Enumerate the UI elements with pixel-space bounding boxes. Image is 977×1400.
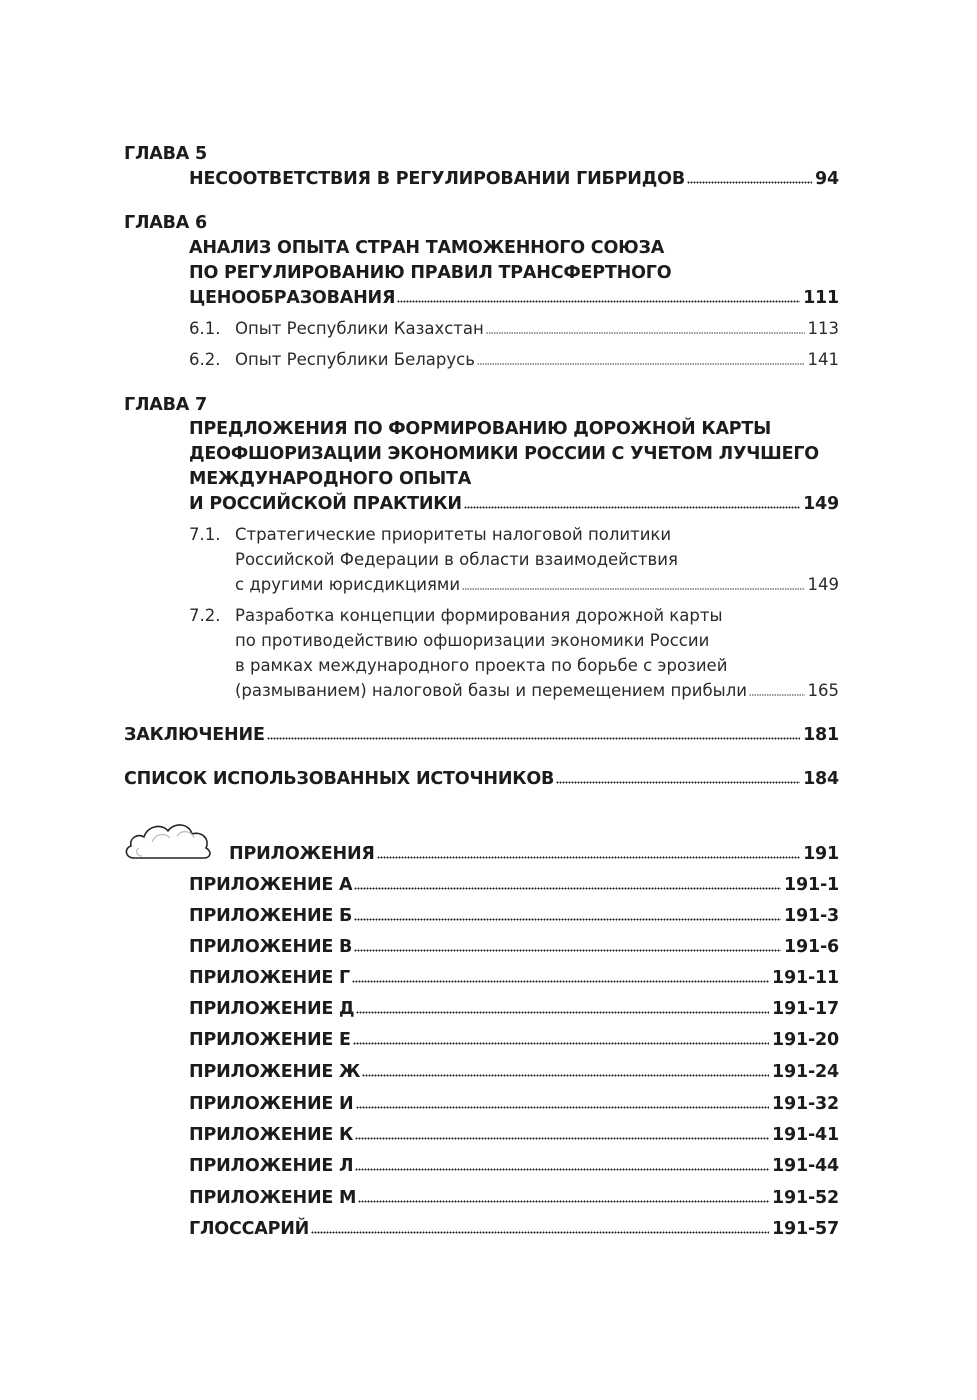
page-number: 191	[803, 844, 839, 864]
dot-leader	[362, 1063, 769, 1077]
section-title: с другими юрисдикциями	[235, 575, 461, 594]
appendix-title: ПРИЛОЖЕНИЕ К	[189, 1125, 354, 1145]
toc-entry-appendix[interactable]	[189, 873, 839, 897]
appendix-title: ПРИЛОЖЕНИЕ И	[189, 1094, 354, 1114]
toc-entry-chapter-6[interactable]	[189, 286, 839, 310]
section-number: 6.1.	[189, 319, 221, 338]
dot-leader	[486, 322, 805, 334]
appendix-title: ПРИЛОЖЕНИЕ В	[189, 937, 353, 957]
toc-entry-appendix[interactable]	[189, 1186, 839, 1210]
dot-leader	[354, 876, 781, 890]
toc-entry-appendix[interactable]	[189, 997, 839, 1021]
dot-leader	[556, 770, 800, 784]
page-number: 141	[807, 350, 839, 369]
page-number: 191-57	[772, 1219, 839, 1239]
dot-leader	[477, 353, 805, 365]
chapter-7-title-line: МЕЖДУНАРОДНОГО ОПЫТА	[189, 469, 472, 489]
section-title: Опыт Республики Казахстан	[235, 319, 484, 338]
page-number: 111	[803, 288, 839, 308]
page-number: 191-44	[772, 1156, 839, 1176]
dot-leader	[687, 170, 812, 184]
chapter-6-label: ГЛАВА 6	[124, 213, 207, 233]
page-number: 191-11	[772, 968, 839, 988]
dot-leader	[356, 1095, 770, 1109]
toc-entry-conclusion[interactable]	[124, 723, 839, 747]
page-number: 191-17	[772, 999, 839, 1019]
toc-entry-sources[interactable]	[124, 767, 839, 791]
page-number: 191-1	[784, 875, 839, 895]
dot-leader	[352, 969, 769, 983]
toc-entry-appendix[interactable]	[189, 1028, 839, 1052]
chapter-5-title: НЕСООТВЕТСТВИЯ В РЕГУЛИРОВАНИИ ГИБРИДОВ	[189, 169, 685, 189]
section-7-2-line: 7.2. Разработка концепции формирования дорожной карты	[189, 604, 722, 628]
chapter-7-title-line: ПРЕДЛОЖЕНИЯ ПО ФОРМИРОВАНИЮ ДОРОЖНОЙ КАРТЫ	[189, 419, 772, 439]
toc-entry-section-7-1[interactable]	[235, 573, 839, 597]
section-number: 7.1.	[189, 525, 221, 544]
appendix-title: ПРИЛОЖЕНИЕ А	[189, 875, 353, 895]
appendix-title: ПРИЛОЖЕНИЕ Д	[189, 999, 355, 1019]
appendix-title: ПРИЛОЖЕНИЕ Б	[189, 906, 353, 926]
cloud-icon	[122, 818, 214, 862]
page-number: 191-32	[772, 1094, 839, 1114]
dot-leader	[397, 289, 800, 303]
glossary-title: ГЛОССАРИЙ	[189, 1219, 310, 1239]
page-number: 149	[807, 575, 839, 594]
dot-leader	[358, 1189, 769, 1203]
toc-entry-appendix[interactable]	[189, 904, 839, 928]
dot-leader	[464, 495, 800, 509]
appendices-title: ПРИЛОЖЕНИЯ	[229, 844, 375, 864]
chapter-7-title-line: ДЕОФШОРИЗАЦИИ ЭКОНОМИКИ РОССИИ С УЧЕТОМ ЛУЧШЕГО	[189, 444, 819, 464]
dot-leader	[355, 1126, 769, 1140]
toc-entry-appendix[interactable]	[189, 1154, 839, 1178]
section-7-2-line: по противодействию офшоризации экономики России	[235, 631, 710, 650]
section-7-1-line: Российской Федерации в области взаимодействия	[235, 550, 678, 569]
page-number: 181	[803, 725, 839, 745]
section-7-1-line: 7.1. Стратегические приоритеты налоговой политики	[189, 523, 671, 547]
section-title: Опыт Республики Беларусь	[235, 350, 475, 369]
page-number: 191-24	[772, 1062, 839, 1082]
appendix-title: ПРИЛОЖЕНИЕ Л	[189, 1156, 354, 1176]
page-number: 191-6	[784, 937, 839, 957]
toc-entry-appendix[interactable]	[189, 935, 839, 959]
appendix-title: ПРИЛОЖЕНИЕ Ж	[189, 1062, 361, 1082]
chapter-5-label: ГЛАВА 5	[124, 144, 207, 164]
section-number: 7.2.	[189, 606, 221, 625]
chapter-6-title-line: ПО РЕГУЛИРОВАНИЮ ПРАВИЛ ТРАНСФЕРТНОГО	[189, 263, 672, 283]
chapter-6-title-line: АНАЛИЗ ОПЫТА СТРАН ТАМОЖЕННОГО СОЮЗА	[189, 238, 665, 258]
toc-entry-appendix[interactable]	[189, 1060, 839, 1084]
page-number: 184	[803, 769, 839, 789]
page-number: 113	[807, 319, 839, 338]
toc-entry-section-7-2[interactable]	[235, 679, 839, 703]
dot-leader	[354, 938, 781, 952]
chapter-7-title: И РОССИЙСКОЙ ПРАКТИКИ	[189, 494, 462, 514]
chapter-7-label: ГЛАВА 7	[124, 395, 207, 415]
toc-entry-appendix[interactable]	[189, 1123, 839, 1147]
toc-entry-appendices[interactable]	[229, 842, 839, 866]
page-number: 94	[815, 169, 839, 189]
page-number: 191-20	[772, 1030, 839, 1050]
toc-entry-glossary[interactable]	[189, 1217, 839, 1241]
dot-leader	[267, 726, 800, 740]
appendix-title: ПРИЛОЖЕНИЕ Е	[189, 1030, 351, 1050]
dot-leader	[311, 1220, 769, 1234]
sources-title: СПИСОК ИСПОЛЬЗОВАННЫХ ИСТОЧНИКОВ	[124, 769, 555, 789]
section-7-2-line: в рамках международного проекта по борьбе с эрозией	[235, 656, 728, 675]
appendix-title: ПРИЛОЖЕНИЕ Г	[189, 968, 350, 988]
dot-leader	[356, 1000, 769, 1014]
dot-leader	[355, 1157, 769, 1171]
page-number: 191-41	[772, 1125, 839, 1145]
dot-leader	[462, 578, 804, 590]
appendix-title: ПРИЛОЖЕНИЕ М	[189, 1188, 357, 1208]
page-number: 191-3	[784, 906, 839, 926]
toc-entry-chapter-7[interactable]	[189, 492, 839, 516]
toc-entry-appendix[interactable]	[189, 966, 839, 990]
section-number: 6.2.	[189, 350, 221, 369]
toc-entry-section-6-2[interactable]	[189, 348, 839, 372]
dot-leader	[353, 1031, 769, 1045]
chapter-6-title: ЦЕНООБРАЗОВАНИЯ	[189, 288, 396, 308]
section-title: (размыванием) налоговой базы и перемещением прибыли	[235, 681, 747, 700]
dot-leader	[749, 684, 805, 696]
toc-entry-chapter-5[interactable]	[189, 167, 839, 191]
toc-entry-appendix[interactable]	[189, 1092, 839, 1116]
page-number: 165	[807, 681, 839, 700]
page-number: 149	[803, 494, 839, 514]
dot-leader	[354, 907, 781, 921]
conclusion-title: ЗАКЛЮЧЕНИЕ	[124, 725, 265, 745]
toc-entry-section-6-1[interactable]	[189, 317, 839, 341]
dot-leader	[377, 845, 800, 859]
page-number: 191-52	[772, 1188, 839, 1208]
